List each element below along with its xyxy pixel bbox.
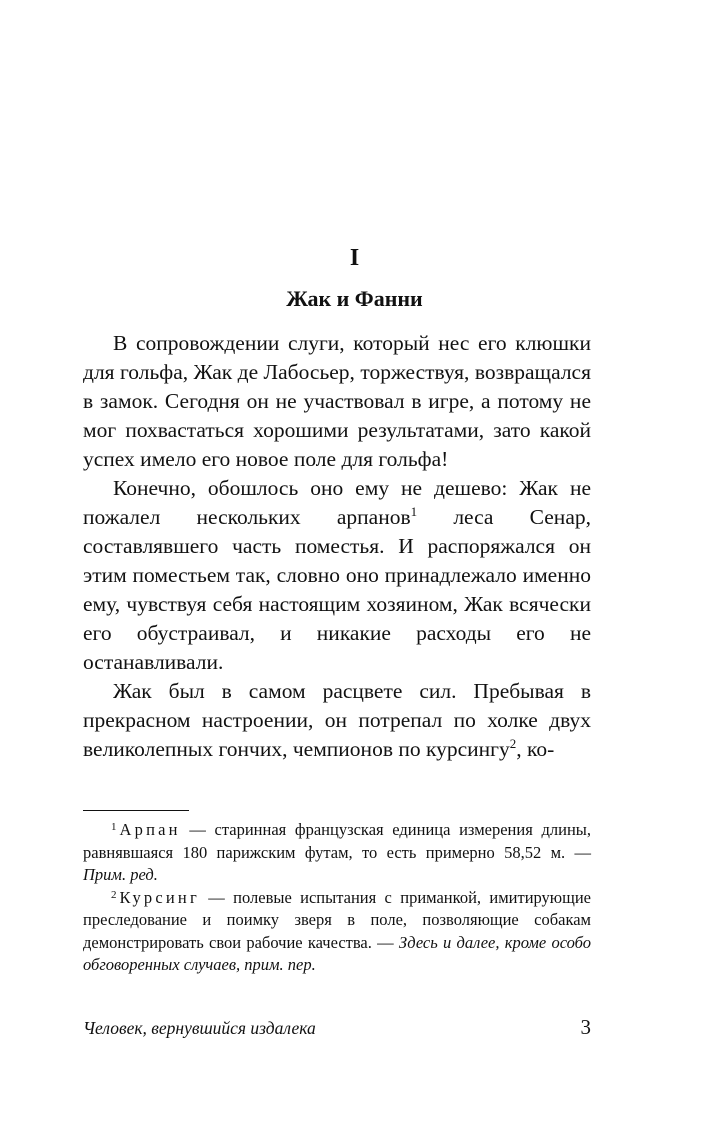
footnote-1-source: Прим. ред. [83, 865, 158, 884]
page-number: 3 [580, 1015, 591, 1039]
paragraph-3-text-a: Жак был в самом расцвете сил. Пребывая в прекрасном настроении, он потрепал по холке двух великолепных гончих, чемпионов по курсингу [83, 679, 591, 761]
paragraph-1: В сопровождении слуги, который нес его клюшки для гольфа, Жак де Лабосьер, торжествуя, возвращался в замок. Сегодня он не участвовал в игре, а потому не мог похвастаться хорошими результатами, зато какой успех имело его новое поле для гольфа! [83, 331, 591, 471]
paragraph-2-text-a: Конечно, обошлось оно ему не дешево: Жак не пожалел нескольких арпанов [83, 476, 591, 529]
body-text [83, 329, 591, 764]
footnotes [83, 819, 591, 977]
paragraph-2-text-b: леса Сенар, составлявшего часть поместья. И распоряжался он этим поместьем так, словно оно принадлежало именно ему, чувствуя себя настоящим хозяином, Жак всячески его обустраивал, и никакие расходы его не останавливали. [83, 505, 591, 674]
footnote-1-mark: 1 [111, 821, 117, 833]
footnote-2-mark: 2 [111, 888, 117, 901]
paragraph-3-text-b: , ко- [516, 737, 555, 761]
running-title: Человек, вернувшийся издалека [83, 1018, 316, 1038]
footnote-2-text: — полевые испытания с приманкой, имитирующие преследование и поимку зверя в поле, позволяющие собакам демонстрировать свои рабочие качества. — [83, 887, 591, 952]
footnote-2-source: Здесь и далее, кроме особо обговоренных случаев, прим. пер. [83, 932, 591, 974]
footnote-1 [83, 819, 591, 887]
paragraph-3 [83, 677, 591, 764]
footnote-2-term: Курсинг [119, 887, 200, 907]
footnote-divider [83, 810, 189, 811]
footnote-1-text: — старинная французская единица измерения длины, равнявшаяся 180 парижским футам, то есть примерно 58,52 м. — [83, 820, 591, 862]
footnote-ref-2: 2 [509, 736, 517, 751]
footnote-2 [83, 887, 591, 977]
chapter-number: I [349, 245, 360, 271]
chapter-title: Жак и Фанни [286, 286, 423, 311]
footnote-ref-1: 1 [410, 504, 418, 519]
footnote-1-term: Арпан [119, 820, 181, 839]
paragraph-2 [83, 474, 591, 677]
